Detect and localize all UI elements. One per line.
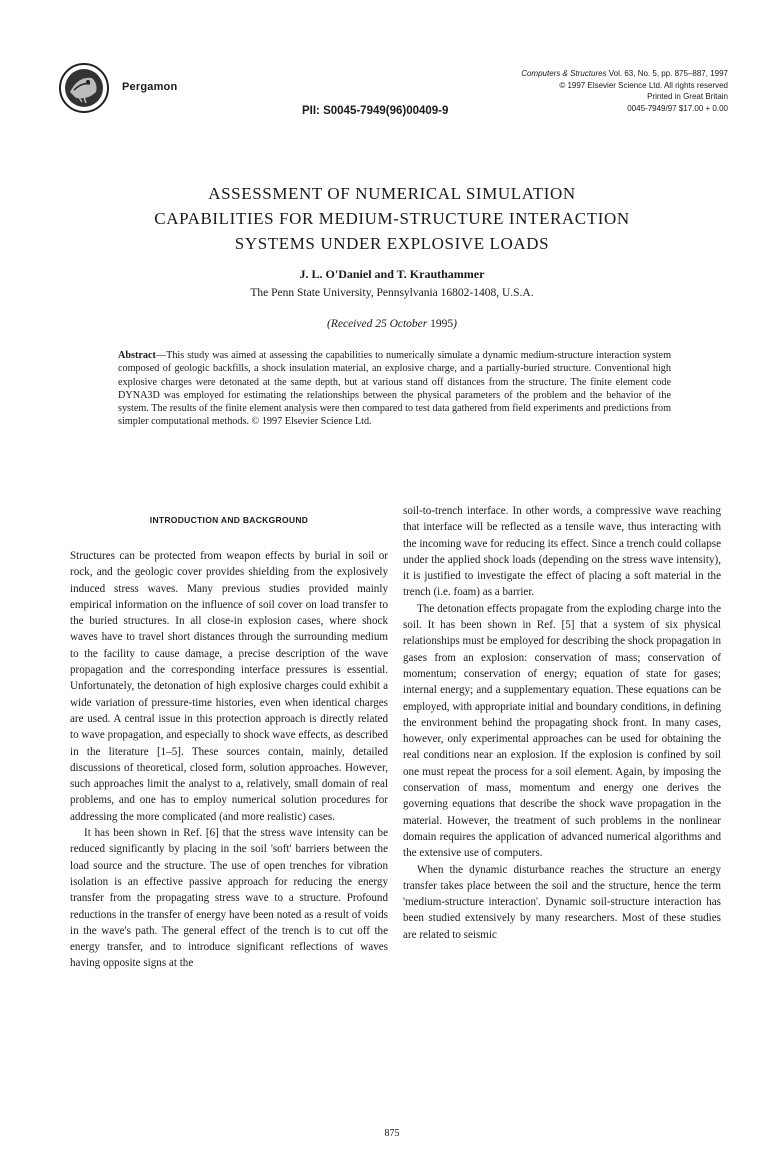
received-date <box>60 318 724 330</box>
left-column <box>70 503 388 972</box>
pii-identifier: PII: S0045-7949(96)00409-9 <box>302 105 449 117</box>
copyright-line: © 1997 Elsevier Science Ltd. All rights reserved <box>559 80 728 90</box>
title-line: CAPABILITIES FOR MEDIUM-STRUCTURE INTERACTION <box>154 209 630 228</box>
journal-info <box>521 68 728 114</box>
journal-name: Computers & Structures <box>521 69 607 78</box>
body-paragraph: The detonation effects propagate from the exploding charge into the soil. It has been shown in Ref. [5] that a system of six physical relationships must be employed for describing the shock propagation in gases from an explosion: conservation of mass; conservation of momentum; conservation of energy; equation of state for gases; internal energy; and a supplementary equation. These equations can be employed, with appropriate initial and boundary conditions, in defining the environment behind the propagating shock front. In many cases, however, only experimental approaches can be used for obtaining the real conditions near an explosion. If the explosion is confined by soil one must repeat the process for a soil element. Again, by imposing the conservation of mass, momentum and energy one derives the governing equations that describe the shock wave propagation in the material. However, the treatment of such problems in the nonlinear domain requires the application of advanced numerical algorithms and the extensive use of computers. <box>403 602 721 860</box>
pergamon-logo-icon <box>58 62 110 114</box>
article-title <box>60 181 724 256</box>
received-prefix: (Received 25 October <box>327 318 431 330</box>
authors: J. L. O'Daniel and T. Krauthammer <box>299 267 485 281</box>
abstract <box>118 349 671 429</box>
page-number: 875 <box>384 1128 400 1139</box>
journal-citation: Vol. 63, No. 5, pp. 875–887, 1997 <box>606 69 728 78</box>
received-suffix: ) <box>453 318 457 330</box>
printed-line: Printed in Great Britain <box>647 92 728 101</box>
affiliation: The Penn State University, Pennsylvania 16802-1408, U.S.A. <box>250 287 534 299</box>
body-paragraph: It has been shown in Ref. [6] that the stress wave intensity can be reduced significantly by placing in the soil 'soft' barriers between the load source and the structure. The use of open trenches for vibration isolation is an effective passive approach for reducing the energy transfer from the propagating stress wave to a structure. Profound reductions in the transfer of energy have been noted as a result of voids in the wave's path. The general effect of the trench is to cut off the energy transfer, and to introduce significant reflections of waves having opposite signs at the <box>70 827 388 970</box>
issn-price: 0045-7949/97 $17.00 + 0.00 <box>627 103 728 113</box>
abstract-label: Abstract <box>118 350 156 361</box>
publisher-name: Pergamon <box>122 81 178 93</box>
section-heading: INTRODUCTION AND BACKGROUND <box>149 515 309 525</box>
right-column <box>403 503 721 943</box>
title-line: ASSESSMENT OF NUMERICAL SIMULATION <box>208 184 576 203</box>
received-year: 1995 <box>430 318 454 330</box>
body-paragraph: When the dynamic disturbance reaches the structure an energy transfer takes place between the soil and the structure, hence the term 'medium-structure interaction'. Dynamic soil-structure interaction has been studied extensively by many researchers. Most of these studies are related to seismic <box>403 863 721 941</box>
abstract-text: —This study was aimed at assessing the capabilities to numerically simulate a dynamic medium-structure interaction system composed of geologic backfills, a shock insulation material, an explosive charge, and a partially-buried structure. Conventional high explosive charges were detonated at the same depth, but at various stand off distances from the structure. The finite element code DYNA3D was employed for estimating the relationships between the physical parameters of the problem and the behavior of the system. The results of the finite element analysis were then compared to test data gathered from field experiments and predictions from simpler computational methods. © 1997 Elsevier Science Ltd. <box>118 350 671 428</box>
title-line: SYSTEMS UNDER EXPLOSIVE LOADS <box>234 234 550 253</box>
body-paragraph: soil-to-trench interface. In other words, a compressive wave reaching that interface will be reflected as a tensile wave, thus interacting with the incoming wave for reducing its effect. Since a trench could collapse under the applied shock loads (depending on the stress wave intensity), it is justified to investigate the effect of placing a soft material in the trench (i.e. foam) as a barrier. <box>403 505 721 599</box>
body-paragraph: Structures can be protected from weapon effects by burial in soil or rock, and the geologic cover provides shielding from the explosively induced stress waves. Many previous studies provided mainly empirical information on the influence of soil cover on load transfer to the buried structures. In all close-in explosion cases, where shock waves have to travel short distances through the surrounding medium to the facility to cause damage, a precise description of the wave propagation and the corresponding interface pressures is essential. Unfortunately, the detonation of high explosive charges could exhibit a wide variation of pressure-time histories, even when identical charges are used. A central issue in this protection approach is directly related to wave propagation, and especially to shock wave effects, as described in the literature [1–5]. These sources contain, mainly, detailed discussions of theoretical, closed form, solution approaches. However, such approaches limit the analyst to a, relatively, small domain of real problems, and one has to employ numerical solution procedures for addressing the more complicated (and more realistic) cases. <box>70 550 388 823</box>
